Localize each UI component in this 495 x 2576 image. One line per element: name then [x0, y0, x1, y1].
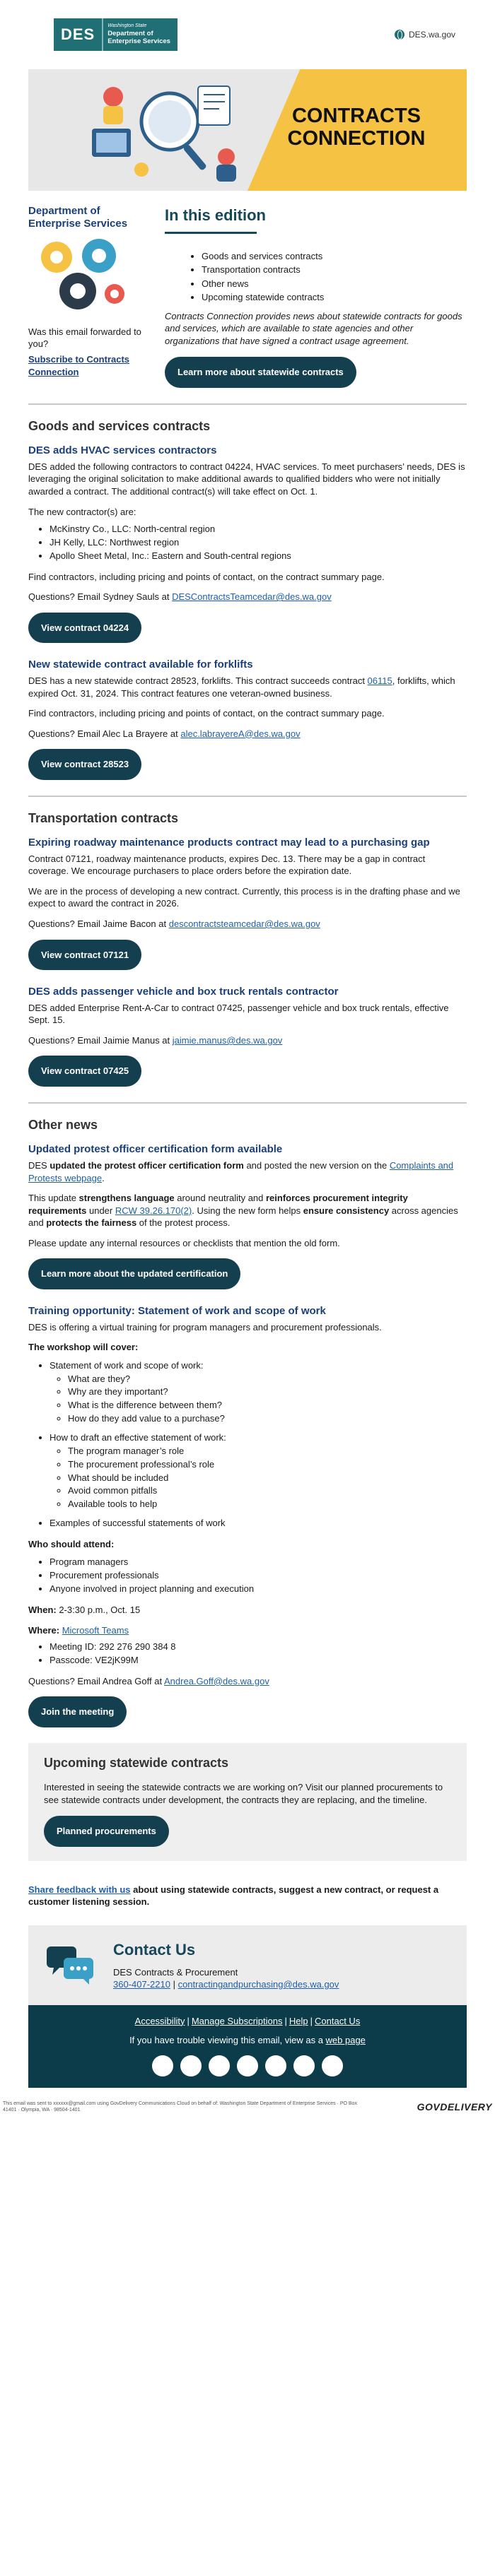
separator: |	[187, 2015, 190, 2026]
cover-item-text: Statement of work and scope of work:	[50, 1359, 204, 1371]
email-footer	[28, 2005, 467, 2088]
cover-item	[50, 1431, 467, 1511]
forwarded-question: Was this email forwarded to you?	[28, 326, 141, 350]
text-span: , forklifts, which expired Oct. 31, 2024. This contract features one veteran-owned business.	[28, 675, 455, 699]
social-links	[35, 2055, 460, 2076]
logo-line-2: Department of	[107, 29, 153, 37]
attend-item: • Program managers	[50, 1556, 467, 1569]
share-feedback-link[interactable]: Share feedback with us	[28, 1884, 131, 1895]
forklift-questions	[28, 728, 467, 740]
hero-banner	[28, 69, 467, 191]
email-link[interactable]: Andrea.Goff@des.wa.gov	[164, 1675, 269, 1686]
hvac-paragraph: DES added the following contractors to contract 04224, HVAC services. To meet purchasers’ needs, DES is leveraging the original solicitation to make additional awards to qualified bidders who were not initially awarded a contract. The additional contract(s) will take effect on Oct. 1.	[28, 461, 465, 497]
hero-title-line-1: CONTRACTS	[291, 105, 421, 127]
text-span: This update	[28, 1193, 79, 1204]
training-heading: Training opportunity: Statement of work and scope of work	[28, 1304, 326, 1317]
feedback-line	[28, 1884, 467, 1908]
edition-item: • Upcoming statewide contracts	[202, 290, 467, 305]
training-questions	[28, 1675, 467, 1688]
contact-section	[28, 1925, 467, 2005]
intro-sidebar	[28, 205, 159, 388]
cover-sublist	[68, 1373, 467, 1426]
text-span: . Using the new form helps	[192, 1205, 303, 1216]
cover-subitem: ◦ Avoid common pitfalls	[68, 1484, 467, 1498]
view-contract-07425-button[interactable]: View contract 07425	[28, 1056, 141, 1087]
view-contract-04224-button[interactable]: View contract 04224	[28, 613, 141, 644]
view-contract-07121-button[interactable]: View contract 07121	[28, 940, 141, 971]
separator: |	[310, 2015, 313, 2026]
text-span: and posted the new version on the	[243, 1160, 390, 1171]
intro-lede: Contracts Connection provides news about statewide contracts for goods and services, which are available to state agencies and other organizations that have signed a contract usage agreement.	[165, 310, 462, 346]
attend-item: • Procurement professionals	[50, 1569, 467, 1583]
training-when	[28, 1604, 467, 1617]
youtube-icon[interactable]: ▶	[209, 2055, 230, 2076]
logo-abbr: DES	[54, 18, 102, 51]
teams-link[interactable]: Microsoft Teams	[62, 1624, 129, 1636]
intro-main	[159, 205, 467, 388]
roadway-questions	[28, 918, 467, 930]
footer-links	[35, 2015, 460, 2028]
rentals-heading: DES adds passenger vehicle and box truck rentals contractor	[28, 986, 339, 998]
flickr-icon[interactable]: ••	[265, 2055, 286, 2076]
section-divider	[28, 403, 467, 405]
protest-paragraph-2	[28, 1192, 467, 1229]
department-name: Department of Enterprise Services	[28, 205, 128, 230]
questions-prefix: Questions? Email Andrea Goff at	[28, 1675, 164, 1686]
bold-span: strengthens language	[78, 1193, 175, 1204]
bold-span: ensure consistency	[303, 1205, 390, 1216]
upcoming-paragraph: Interested in seeing the statewide contracts we are working on? Visit our planned procurements to see statewide contracts under development, the contracts they are replacing, and the timeline.	[44, 1782, 443, 1805]
edition-item: • Transportation contracts	[202, 263, 467, 277]
meeting-details	[50, 1641, 467, 1667]
text-span: DES has a new statewide contract 28523, forklifts. This contract succeeds contract	[28, 675, 368, 687]
cover-subitem: ◦ The procurement professional’s role	[68, 1458, 467, 1472]
hvac-contractors-intro: The new contractor(s) are:	[28, 506, 136, 517]
forklift-article	[28, 658, 467, 795]
bold-span: protects the fairness	[46, 1217, 137, 1229]
protest-article	[28, 1143, 467, 1305]
questions-prefix: Questions? Email Jaimie Manus at	[28, 1034, 173, 1046]
email-header	[0, 0, 495, 69]
heading-rule	[165, 232, 257, 234]
roadway-paragraph-2: We are in the process of developing a new contract. Currently, this process is in the drafting phase and we expect to award the contract in 2026.	[28, 885, 460, 909]
attend-label: Who should attend:	[28, 1538, 115, 1549]
roadway-heading: Expiring roadway maintenance products contract may lead to a purchasing gap	[28, 837, 430, 849]
contractor-item: • JH Kelly, LLC: Northwest region	[50, 536, 467, 550]
contractor-item: • McKinstry Co., LLC: North-central region	[50, 523, 467, 536]
edition-item: • Goods and services contracts	[202, 249, 467, 264]
legal-text: This email was sent to xxxxxx@gmail.com using GovDelivery Communications Cloud on behalf of: Washington State Department of Enterprise Services · PO Box 41401 · Olympia, WA · 98504-1401	[3, 2101, 357, 2113]
contact-org: DES Contracts & Procurement	[113, 1966, 238, 1978]
meeting-id: • Meeting ID: 292 276 290 384 8	[50, 1641, 467, 1654]
email-link[interactable]: jaimie.manus@des.wa.gov	[172, 1034, 283, 1046]
help-link[interactable]: Help	[289, 2015, 308, 2026]
email-link[interactable]: descontractsteamcedar@des.wa.gov	[168, 918, 320, 929]
website-link[interactable]	[395, 29, 455, 40]
cover-item: • Examples of successful statements of work	[50, 1517, 467, 1530]
legal-footer	[3, 2101, 492, 2114]
text-span: around neutrality and	[174, 1193, 266, 1204]
contact-us-link[interactable]: Contact Us	[315, 2015, 361, 2026]
learn-statewide-button[interactable]: Learn more about statewide contracts	[165, 357, 356, 388]
cover-label: The workshop will cover:	[28, 1342, 139, 1353]
training-where	[28, 1624, 467, 1637]
threads-icon[interactable]: @	[322, 2055, 343, 2076]
view-contract-28523-button[interactable]: View contract 28523	[28, 749, 141, 780]
edition-item: • Other news	[202, 277, 467, 291]
cover-item	[50, 1359, 467, 1426]
cover-list	[50, 1359, 467, 1530]
rentals-article	[28, 986, 467, 1102]
twitter-icon[interactable]: 𝕏	[152, 2055, 173, 2076]
hero-illustration	[85, 79, 248, 185]
logo-line-1: Washington State	[107, 23, 147, 28]
contract-06115-link[interactable]: 06115	[367, 675, 392, 687]
manage-subscriptions-link[interactable]: Manage Subscriptions	[191, 2015, 283, 2026]
logo-text	[102, 18, 177, 51]
transport-section-title: Transportation contracts	[28, 810, 179, 825]
hvac-questions	[28, 591, 467, 603]
cover-subitem: ◦ What should be included	[68, 1472, 467, 1485]
cover-sublist	[68, 1445, 467, 1511]
roadway-paragraph: Contract 07121, roadway maintenance products, expires Dec. 13. There may be a gap in contract coverage. We encourage purchasers to place orders before the expiration date.	[28, 853, 426, 877]
bold-span: updated the protest officer certification form	[50, 1160, 244, 1171]
other-section-title: Other news	[28, 1118, 98, 1133]
email-link[interactable]: alec.labrayereA@des.wa.gov	[180, 728, 301, 739]
edition-heading: In this edition	[165, 206, 266, 224]
text-span: .	[102, 1172, 105, 1183]
text-span: of the protest process.	[136, 1217, 231, 1229]
complaints-protests-link[interactable]: Complaints and Protests webpage	[28, 1160, 454, 1183]
govdelivery-logo: GOVDELIVERY	[417, 2101, 492, 2113]
protest-paragraph-3: Please update any internal resources or checklists that mention the old form.	[28, 1237, 340, 1248]
email-link[interactable]: DESContractsTeamcedar@des.wa.gov	[172, 591, 332, 603]
cover-subitem: ◦ What is the difference between them?	[68, 1399, 467, 1412]
web-page-link[interactable]: web page	[325, 2035, 366, 2046]
feedback-text: about using statewide contracts, suggest a new contract, or request a customer listening session.	[28, 1884, 439, 1908]
forklift-paragraph	[28, 675, 467, 699]
training-paragraph: DES is offering a virtual training for program managers and procurement professionals.	[28, 1321, 382, 1333]
logo-line-3: Enterprise Services	[107, 37, 170, 46]
attend-list	[50, 1556, 467, 1596]
rentals-paragraph: DES added Enterprise Rent-A-Car to contract 07425, passenger vehicle and box truck rentals, effective Sept. 15.	[28, 1002, 449, 1026]
hvac-contractor-list	[50, 523, 467, 563]
text-span: across agencies and	[28, 1205, 458, 1229]
roadway-article	[28, 837, 467, 986]
des-logo[interactable]	[54, 18, 177, 51]
website-label: DES.wa.gov	[408, 29, 455, 40]
text-span: DES	[28, 1160, 50, 1171]
protest-paragraph	[28, 1159, 467, 1184]
section-divider	[28, 796, 467, 797]
instagram-icon[interactable]: ◎	[293, 2055, 315, 2076]
rcw-link[interactable]: RCW 39.26.170(2)	[115, 1205, 192, 1216]
hvac-summary-note: Find contractors, including pricing and points of contact, on the contract summary page.	[28, 571, 385, 582]
cover-item-text: How to draft an effective statement of work:	[50, 1431, 226, 1443]
meeting-passcode: • Passcode: VE2jK99M	[50, 1654, 467, 1667]
forklift-summary-note: Find contractors, including pricing and points of contact, on the contract summary page.	[28, 708, 385, 719]
rentals-questions	[28, 1034, 467, 1047]
hero-title	[264, 105, 448, 150]
contact-details	[113, 1939, 339, 1991]
join-meeting-button[interactable]: Join the meeting	[28, 1696, 127, 1727]
hvac-heading: DES adds HVAC services contractors	[28, 444, 217, 457]
globe-icon	[395, 30, 404, 40]
facebook-icon[interactable]: f	[180, 2055, 202, 2076]
contact-chat-icon	[45, 1942, 96, 1987]
separator: |	[170, 1979, 178, 1990]
separator: |	[284, 2015, 287, 2026]
section-divider	[28, 1102, 467, 1104]
upcoming-title: Upcoming statewide contracts	[44, 1755, 229, 1770]
gears-icon	[28, 236, 134, 314]
when-value: 2-3:30 p.m., Oct. 15	[56, 1604, 141, 1615]
trouble-text: If you have trouble viewing this email, view as a	[129, 2035, 326, 2046]
linkedin-icon[interactable]: in	[237, 2055, 258, 2076]
when-label: When:	[28, 1604, 57, 1615]
text-span: under	[86, 1205, 115, 1216]
hvac-article	[28, 444, 467, 658]
questions-prefix: Questions? Email Jaime Bacon at	[28, 918, 169, 929]
cover-subitem: ◦ How do they add value to a purchase?	[68, 1412, 467, 1426]
questions-prefix: Questions? Email Sydney Sauls at	[28, 591, 173, 603]
phone-link[interactable]: 360-407-2210	[113, 1979, 170, 1990]
contact-title: Contact Us	[113, 1940, 196, 1958]
contact-line	[113, 1978, 339, 1991]
planned-procurements-button[interactable]: Planned procurements	[44, 1816, 169, 1847]
learn-certification-button[interactable]: Learn more about the updated certification	[28, 1258, 240, 1289]
questions-prefix: Questions? Email Alec La Brayere at	[28, 728, 181, 739]
trouble-viewing	[35, 2034, 460, 2047]
upcoming-section	[28, 1743, 467, 1861]
edition-list	[202, 249, 467, 305]
bold-span: reinforces procurement integrity requirements	[28, 1193, 408, 1216]
goods-section-title: Goods and services contracts	[28, 418, 211, 433]
where-label: Where:	[28, 1624, 60, 1636]
contractor-item: • Apollo Sheet Metal, Inc.: Eastern and South-central regions	[50, 550, 467, 563]
attend-item: • Anyone involved in project planning and execution	[50, 1583, 467, 1596]
contact-email-link[interactable]: contractingandpurchasing@des.wa.gov	[177, 1979, 339, 1990]
cover-subitem: ◦ The program manager’s role	[68, 1445, 467, 1458]
cover-subitem: ◦ Available tools to help	[68, 1498, 467, 1511]
protest-heading: Updated protest officer certification form available	[28, 1143, 283, 1156]
subscribe-link[interactable]: Subscribe to Contracts Connection	[28, 353, 130, 377]
cover-subitem: ◦ Why are they important?	[68, 1386, 467, 1399]
intro-section	[28, 205, 467, 388]
hero-title-line-2: CONNECTION	[287, 127, 426, 150]
accessibility-link[interactable]: Accessibility	[134, 2015, 185, 2026]
forklift-heading: New statewide contract available for forklifts	[28, 658, 253, 671]
cover-subitem: ◦ What are they?	[68, 1373, 467, 1386]
training-article	[28, 1305, 467, 1743]
